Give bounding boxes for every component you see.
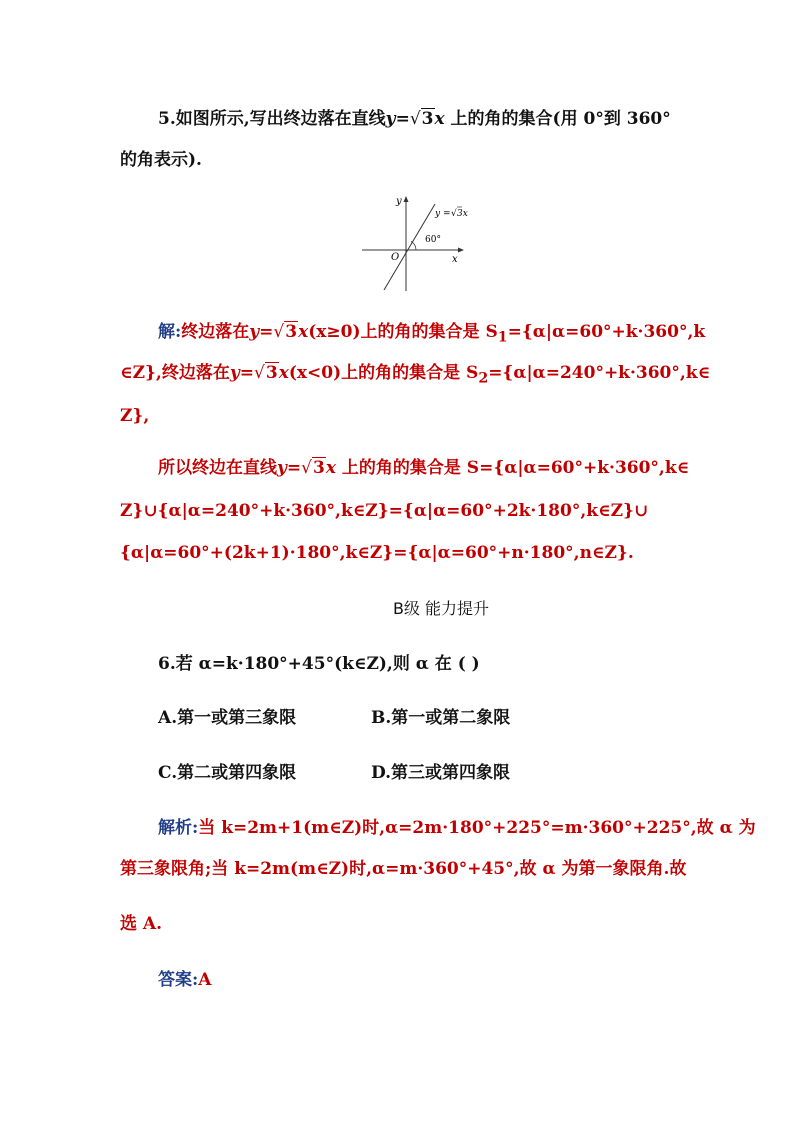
sqrt-three xyxy=(410,107,435,131)
sol5-text: 所以终边在直线 xyxy=(158,458,277,478)
var-y: y xyxy=(229,363,240,383)
solution5-line3: Z}, xyxy=(120,406,150,426)
radicand: 3 xyxy=(312,458,325,478)
analysis6-line3: 选 A. xyxy=(120,914,163,934)
equals: = xyxy=(286,458,302,478)
solution5-line4 xyxy=(158,456,689,480)
equals: = xyxy=(395,109,410,129)
equals: = xyxy=(239,363,254,383)
coordinate-figure xyxy=(358,190,473,295)
var-x: x xyxy=(434,109,445,129)
y-axis-label: y xyxy=(396,196,402,207)
x-axis-arrow xyxy=(458,248,464,253)
terminal-line xyxy=(384,204,435,290)
analysis6-line1 xyxy=(158,816,756,840)
y-axis-arrow xyxy=(404,196,409,202)
line-equation-label-a: y = xyxy=(435,209,451,219)
q5-line2: 的角表示). xyxy=(120,150,202,170)
solution5-line6: {α|α=60°+(2k+1)·180°,k∈Z}={α|α=60°+n·180°,n∈Z}. xyxy=(120,543,634,563)
sol5-text: ={α|α=240°+k·360°,k∈ xyxy=(488,363,711,383)
q6-option-d[interactable]: D.第三或第四象限 xyxy=(371,763,511,783)
analysis6-line2: 第三象限角;当 k=2m(m∈Z)时,α=m·360°+45°,故 α 为第一象限角.故 xyxy=(120,859,687,879)
origin-label: O xyxy=(391,252,400,263)
sol5-text: (x≥0)上的角的集合是 S xyxy=(308,322,498,342)
sqrt-three xyxy=(301,456,326,480)
solution5-line2 xyxy=(120,361,710,390)
line-equation-radical: √ xyxy=(451,209,457,219)
x-axis-label: x xyxy=(452,254,458,265)
q5-line1 xyxy=(158,107,671,131)
angle-label: 60° xyxy=(425,235,441,245)
radicand: 3 xyxy=(285,322,298,342)
var-y: y xyxy=(385,109,396,129)
sol5-text: ={α|α=60°+k·360°,k xyxy=(507,322,706,342)
sol5-text: ∈Z},终边落在 xyxy=(120,363,230,383)
q5-text-a: 5.如图所示,写出终边落在直线 xyxy=(158,109,386,129)
radical-sign: √ xyxy=(254,363,265,383)
var-x: x xyxy=(278,363,289,383)
analysis-text: 当 k=2m+1(m∈Z)时,α=2m·180°+225°=m·360°+225°,故 α 为 xyxy=(198,818,756,838)
var-x: x xyxy=(298,322,309,342)
subscript: 1 xyxy=(497,329,508,346)
sol5-text: 上的角的集合是 S={α|α=60°+k·360°,k∈ xyxy=(335,458,690,478)
sqrt-three xyxy=(273,320,298,344)
answer-label: 答案: xyxy=(158,970,199,990)
radicand: 3 xyxy=(265,363,278,383)
radicand: 3 xyxy=(421,109,434,129)
analysis-label: 解析: xyxy=(158,818,199,838)
var-y: y xyxy=(277,458,287,478)
section-heading: B级 能力提升 xyxy=(392,599,490,618)
subscript: 2 xyxy=(478,370,489,387)
answer6 xyxy=(158,968,211,992)
solution5-line1 xyxy=(158,320,705,349)
radical-sign: √ xyxy=(273,322,285,342)
sol5-text: (x<0)上的角的集合是 S xyxy=(288,363,479,383)
solution-label: 解: xyxy=(158,322,182,342)
q6-stem: 6.若 α=k·180°+45°(k∈Z),则 α 在 ( ) xyxy=(158,654,480,674)
var-y: y xyxy=(249,322,260,342)
q6-option-c[interactable]: C.第二或第四象限 xyxy=(158,763,297,783)
radical-sign: √ xyxy=(409,109,421,129)
solution5-line5: Z}∪{α|α=240°+k·360°,k∈Z}={α|α=60°+2k·180°,k∈Z}∪ xyxy=(120,501,649,521)
equals: = xyxy=(259,322,274,342)
radical-sign: √ xyxy=(301,458,312,478)
sqrt-three xyxy=(254,361,279,385)
var-x: x xyxy=(325,458,336,478)
line-equation-label-b: 3x xyxy=(457,209,468,219)
q5-text-b: 上的角的集合(用 0°到 360° xyxy=(444,109,671,129)
q6-option-a[interactable]: A.第一或第三象限 xyxy=(158,708,297,728)
sol5-text: 终边落在 xyxy=(181,322,250,342)
q6-option-b[interactable]: B.第一或第二象限 xyxy=(371,708,511,728)
answer-value: A xyxy=(198,970,212,990)
